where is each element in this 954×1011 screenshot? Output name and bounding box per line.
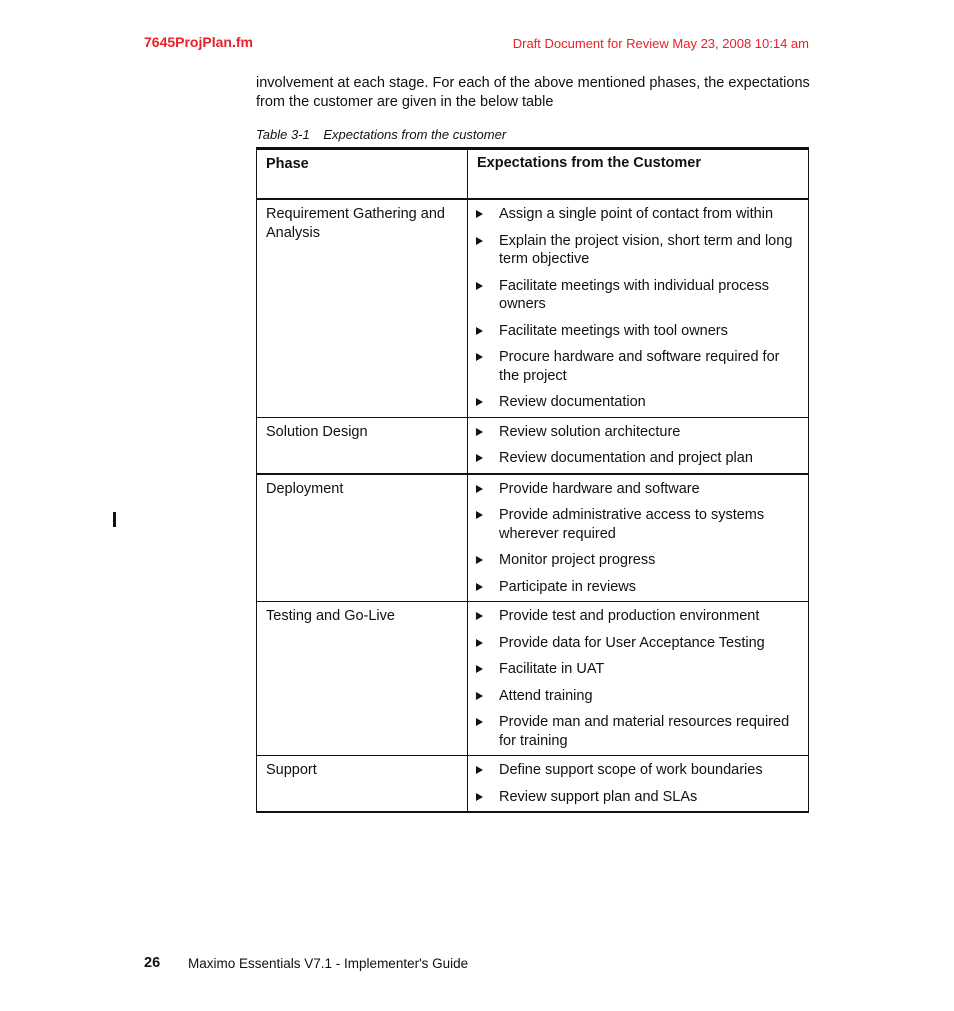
list-item-text: Review solution architecture (499, 423, 681, 440)
expectations-cell (468, 417, 809, 474)
list-item (476, 761, 799, 780)
intro-paragraph: involvement at each stage. For each of the above mentioned phases, the expectations from the customer are given in the below table (256, 75, 810, 110)
expectations-cell (468, 199, 809, 417)
list-item-text: Provide administrative access to systems wherever required (499, 507, 765, 542)
bullet-arrow-icon (476, 583, 483, 591)
list-item-text: Explain the project vision, short term and long term objective (499, 232, 793, 267)
bullet-arrow-icon (476, 793, 483, 801)
list-item (476, 393, 799, 412)
table-row (257, 417, 809, 474)
bullet-arrow-icon (476, 665, 483, 673)
header-draft-notice: Draft Document for Review May 23, 2008 10:14 am (512, 36, 809, 51)
table-row (257, 474, 809, 602)
table-header-row (257, 149, 809, 200)
list-item-text: Monitor project progress (499, 552, 656, 568)
list-item (476, 205, 799, 224)
footer-page-number: 26 (144, 955, 161, 971)
expectations-list (476, 607, 799, 750)
list-item (476, 660, 799, 679)
footer-book-title: Maximo Essentials V7.1 - Implementer's Guide (188, 956, 469, 971)
phase-cell: Testing and Go-Live (257, 602, 468, 756)
list-item-text: Review documentation (499, 394, 646, 410)
bullet-arrow-icon (476, 327, 483, 335)
phase-cell: Solution Design (257, 417, 468, 474)
table-row (257, 199, 809, 417)
column-header-expectations: Expectations from the Customer (468, 149, 809, 200)
list-item-text: Facilitate in UAT (499, 661, 605, 677)
phase-cell: Deployment (257, 474, 468, 602)
list-item-text: Provide data for User Acceptance Testing (499, 634, 765, 651)
phase-cell: Requirement Gathering and Analysis (257, 199, 468, 417)
list-item (476, 277, 799, 314)
bullet-arrow-icon (476, 428, 483, 436)
list-item-text: Provide hardware and software (499, 480, 700, 497)
list-item-text: Review documentation and project plan (499, 450, 753, 466)
expectations-list (476, 761, 799, 806)
list-item-text: Procure hardware and software required for the project (499, 349, 780, 384)
table-row (257, 756, 809, 813)
list-item (476, 449, 799, 468)
list-item-text: Review support plan and SLAs (499, 788, 698, 805)
list-item (476, 578, 799, 597)
bullet-arrow-icon (476, 398, 483, 406)
expectations-list (476, 480, 799, 597)
column-header-phase: Phase (257, 149, 468, 200)
bullet-arrow-icon (476, 353, 483, 361)
bullet-arrow-icon (476, 485, 483, 493)
table-caption-title: Expectations from the customer (323, 127, 507, 142)
bullet-arrow-icon (476, 612, 483, 620)
list-item-text: Provide test and production environment (499, 608, 760, 624)
table-caption (256, 127, 506, 142)
expectations-list (476, 423, 799, 468)
list-item (476, 713, 799, 750)
table-caption-number: Table 3-1 (256, 127, 310, 142)
bullet-arrow-icon (476, 210, 483, 218)
list-item (476, 506, 799, 543)
list-item-text: Facilitate meetings with individual process owners (499, 277, 769, 312)
list-item-text: Participate in reviews (499, 578, 636, 595)
list-item (476, 232, 799, 269)
table-row (257, 602, 809, 756)
list-item (476, 788, 799, 807)
bullet-arrow-icon (476, 237, 483, 245)
change-bar (113, 512, 116, 527)
bullet-arrow-icon (476, 556, 483, 564)
expectations-cell (468, 474, 809, 602)
list-item (476, 607, 799, 626)
expectations-table (256, 147, 809, 813)
bullet-arrow-icon (476, 282, 483, 290)
list-item (476, 423, 799, 442)
list-item-text: Provide man and material resources required for training (499, 714, 790, 749)
phase-cell: Support (257, 756, 468, 813)
list-item (476, 551, 799, 570)
list-item-text: Define support scope of work boundaries (499, 762, 763, 778)
expectations-list (476, 205, 799, 412)
bullet-arrow-icon (476, 639, 483, 647)
list-item-text: Assign a single point of contact from within (499, 206, 774, 222)
list-item-text: Attend training (499, 687, 593, 704)
list-item (476, 480, 799, 499)
list-item (476, 687, 799, 706)
bullet-arrow-icon (476, 692, 483, 700)
list-item (476, 348, 799, 385)
header-filename: 7645ProjPlan.fm (144, 34, 253, 50)
bullet-arrow-icon (476, 766, 483, 774)
list-item-text: Facilitate meetings with tool owners (499, 322, 728, 339)
bullet-arrow-icon (476, 718, 483, 726)
bullet-arrow-icon (476, 511, 483, 519)
expectations-cell (468, 756, 809, 813)
bullet-arrow-icon (476, 454, 483, 462)
list-item (476, 322, 799, 341)
expectations-cell (468, 602, 809, 756)
list-item (476, 634, 799, 653)
